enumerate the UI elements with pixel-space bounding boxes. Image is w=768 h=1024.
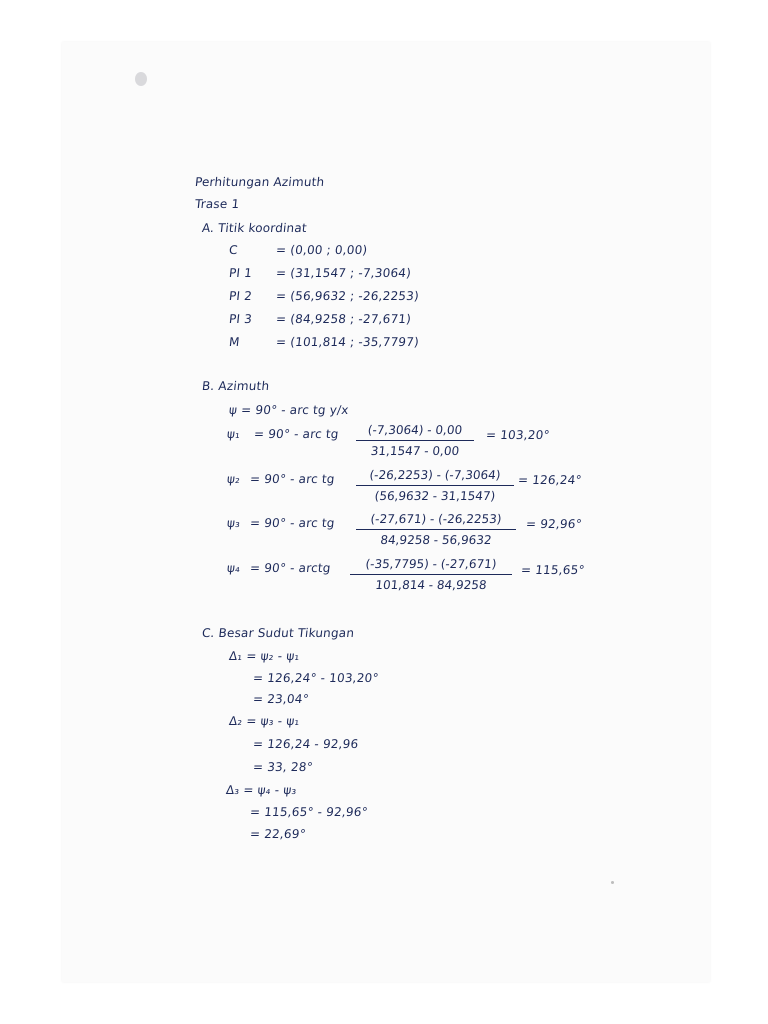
section-a-heading: A. Titik koordinat [201, 221, 308, 235]
fraction-numerator: (-27,671) - (-26,2253) [369, 512, 503, 526]
azimuth-result: = 126,24° [517, 473, 583, 487]
azimuth-expression: = 90° - arctg [249, 561, 332, 575]
fraction-bar [356, 485, 514, 486]
azimuth-fraction [356, 423, 474, 463]
fraction-denominator: 84,9258 - 56,9632 [379, 533, 493, 547]
point-value: = (31,1547 ; -7,3064) [275, 266, 412, 280]
azimuth-label: ψ₁ [226, 427, 241, 441]
point-value: = (84,9258 ; -27,671) [275, 312, 412, 326]
azimuth-result: = 92,96° [525, 517, 583, 531]
azimuth-label: ψ₄ [226, 561, 241, 575]
azimuth-label: ψ₃ [226, 516, 241, 530]
azimuth-expression: = 90° - arc tg [249, 516, 336, 530]
deflection-line: Δ₂ = ψ₃ - ψ₁ [228, 714, 301, 728]
paper-speck [611, 881, 614, 884]
deflection-line: = 126,24 - 92,96 [252, 737, 360, 751]
deflection-line: = 115,65° - 92,96° [249, 805, 369, 819]
fraction-numerator: (-26,2253) - (-7,3064) [368, 468, 502, 482]
point-name: PI 1 [228, 266, 253, 280]
deflection-line: = 126,24° - 103,20° [252, 671, 380, 685]
point-value: = (101,814 ; -35,7797) [275, 335, 420, 349]
fraction-denominator: 31,1547 - 0,00 [370, 444, 460, 458]
ink-smudge [135, 72, 147, 86]
deflection-line: Δ₁ = ψ₂ - ψ₁ [228, 649, 301, 663]
fraction-bar [356, 529, 516, 530]
fraction-numerator: (-7,3064) - 0,00 [367, 423, 463, 437]
point-name: M [228, 335, 241, 349]
azimuth-expression: = 90° - arc tg [253, 427, 340, 441]
fraction-bar [350, 574, 512, 575]
azimuth-result: = 115,65° [520, 563, 586, 577]
point-name: PI 3 [228, 312, 253, 326]
section-b-heading: B. Azimuth [201, 379, 271, 393]
deflection-line: Δ₃ = ψ₄ - ψ₃ [225, 783, 298, 797]
azimuth-formula: ψ = 90° - arc tg y/x [228, 403, 350, 417]
azimuth-fraction [356, 512, 516, 552]
point-name: PI 2 [228, 289, 253, 303]
section-c-heading: C. Besar Sudut Tikungan [201, 626, 355, 640]
deflection-line: = 33, 28° [252, 760, 314, 774]
fraction-denominator: 101,814 - 84,9258 [374, 578, 488, 592]
deflection-line: = 23,04° [252, 692, 310, 706]
point-name: C [228, 243, 239, 257]
fraction-bar [356, 440, 474, 441]
azimuth-fraction [350, 557, 512, 597]
deflection-line: = 22,69° [249, 827, 307, 841]
fraction-denominator: (56,9632 - 31,1547) [373, 489, 497, 503]
point-value: = (0,00 ; 0,00) [275, 243, 369, 257]
document-subtitle: Trase 1 [194, 197, 241, 211]
azimuth-result: = 103,20° [485, 428, 551, 442]
point-value: = (56,9632 ; -26,2253) [275, 289, 420, 303]
document-title: Perhitungan Azimuth [194, 175, 326, 189]
fraction-numerator: (-35,7795) - (-27,671) [364, 557, 498, 571]
azimuth-fraction [356, 468, 514, 508]
azimuth-expression: = 90° - arc tg [249, 472, 336, 486]
azimuth-label: ψ₂ [226, 472, 241, 486]
